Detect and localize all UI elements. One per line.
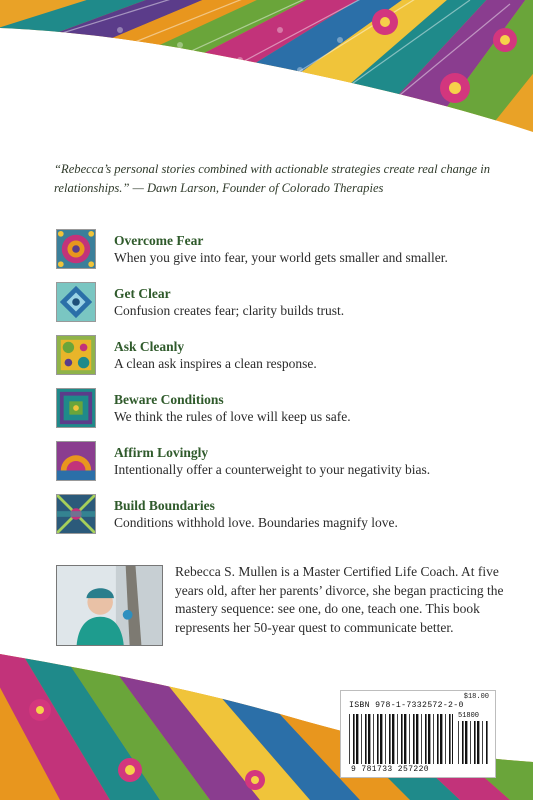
author-bio: Rebecca S. Mullen is a Master Certified Life Coach. At five years old, after her parents’ divorce, she began practicing the mastery sequence: see one, do one, teach one. This book represents her 50-year quest to communicate better. xyxy=(175,564,504,636)
principle-item xyxy=(56,282,496,335)
principle-title: Beware Conditions xyxy=(114,392,224,407)
principle-item xyxy=(56,494,496,547)
endorsement-quote: “Rebecca’s personal stories combined with actionable strategies create real change in relationships.” — Dawn Larson, Founder of Colorado Therapies xyxy=(54,162,491,195)
principle-item xyxy=(56,335,496,388)
top-pattern-banner xyxy=(0,0,533,140)
maze-tile-icon xyxy=(56,388,96,428)
barcode-bars xyxy=(349,714,453,764)
isbn-label: ISBN 978-1-7332572-2-0 xyxy=(349,701,464,710)
price-label: $18.00 xyxy=(463,693,489,701)
principle-description: A clean ask inspires a clean response. xyxy=(114,356,317,371)
principle-description: We think the rules of love will keep us safe. xyxy=(114,409,351,424)
barcode-number: 9 781733 257220 xyxy=(351,765,430,774)
principle-title: Affirm Lovingly xyxy=(114,445,209,460)
principle-description: Confusion creates fear; clarity builds trust. xyxy=(114,303,345,318)
lattice-tile-icon xyxy=(56,494,96,534)
principle-item xyxy=(56,441,496,494)
principle-title: Overcome Fear xyxy=(114,233,204,248)
principle-item xyxy=(56,388,496,441)
isbn-barcode xyxy=(340,690,496,778)
principle-title: Get Clear xyxy=(114,286,171,301)
principles-list xyxy=(56,229,496,547)
principle-item xyxy=(56,229,496,282)
price-addon-number: 51800 xyxy=(458,712,480,720)
principle-title: Ask Cleanly xyxy=(114,339,185,354)
price-addon-bars xyxy=(458,721,488,764)
author-photo xyxy=(56,565,163,646)
diamond-tile-icon xyxy=(56,282,96,322)
principle-description: Conditions withhold love. Boundaries magnify love. xyxy=(114,515,398,530)
principle-description: Intentionally offer a counterweight to your negativity bias. xyxy=(114,462,431,477)
principle-description: When you give into fear, your world gets smaller and smaller. xyxy=(114,250,448,265)
flower-tile-icon xyxy=(56,229,96,269)
spiral-tile-icon xyxy=(56,335,96,375)
fan-tile-icon xyxy=(56,441,96,481)
principle-title: Build Boundaries xyxy=(114,498,215,513)
